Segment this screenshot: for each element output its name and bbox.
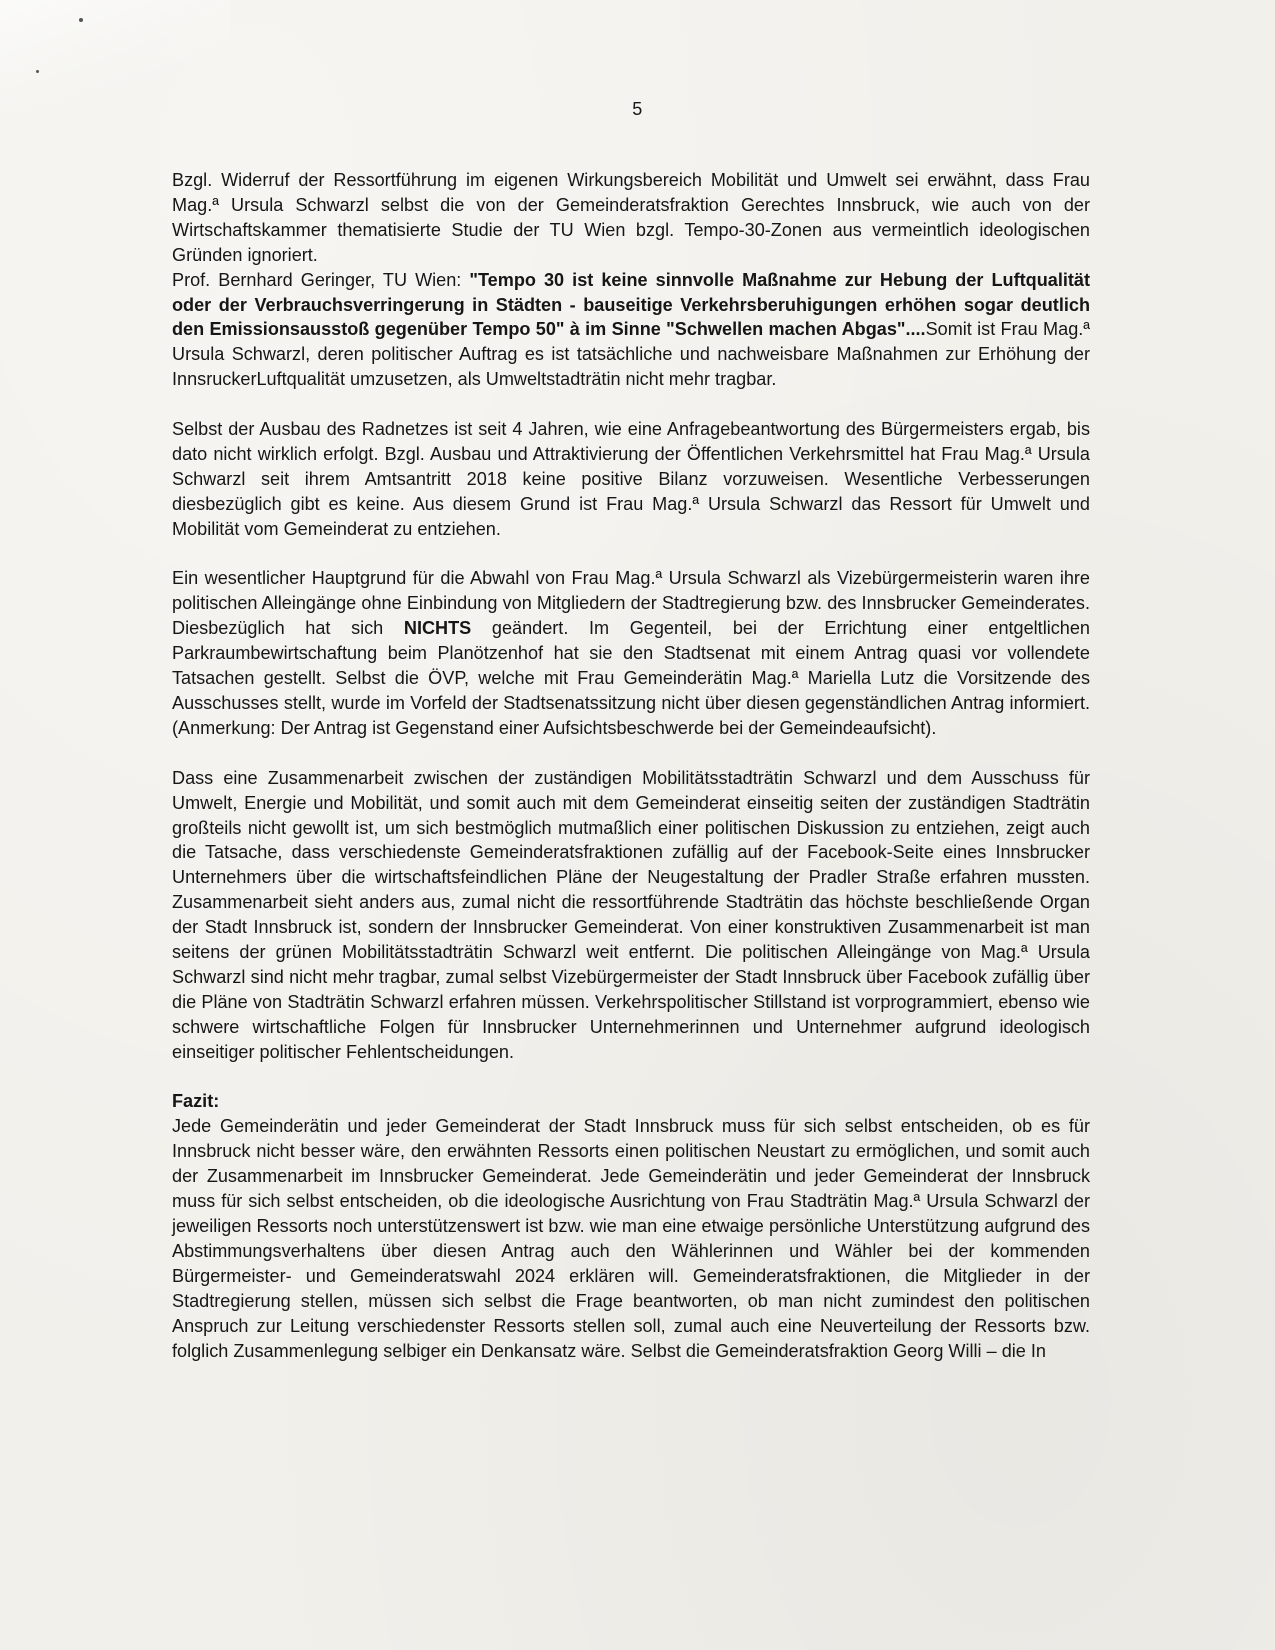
- quote-attribution: Prof. Bernhard Geringer, TU Wien:: [172, 269, 470, 290]
- paragraph-geringer-quote: [172, 268, 1090, 393]
- paragraph-abwahl-part1: Ein wesentlicher Hauptgrund für die Abwahl von Frau Mag.ª Ursula Schwarzl als Vizebürgermeisterin waren ihre politischen Alleingänge ohne Einbindung von Mitgliedern der Stadtregierung bzw. des Innsbrucker Gemeinderates. Diesbezüglich hat sich: [172, 568, 1090, 639]
- quote-conclusion: Somit ist Frau Mag.ª Ursula Schwarzl, deren politischer Auftrag es ist tatsächliche und nachweisbare Maßnahmen zur Erhöhung der InnsruckerLuftqualität umzusetzen, als Umweltstadträtin nicht mehr tragbar.: [172, 319, 1090, 390]
- page-number: 5: [632, 99, 643, 119]
- quote-text: "Tempo 30 ist keine sinnvolle Maßnahme zur Hebung der Luftqualität oder der Verbrauchsverringerung in Städten - bauseitige Verkehrsberuhigungen erhöhen sogar deutlich den Emissionsausstoß gegenüber Tempo 50" à im Sinne "Schwellen machen Abgas"....: [172, 269, 1090, 340]
- paragraph-radnetz: Selbst der Ausbau des Radnetzes ist seit 4 Jahren, wie eine Anfragebeantwortung des Bürgermeisters ergab, bis dato nicht wirklich erfolgt. Bzgl. Ausbau und Attraktivierung der Öffentlichen Verkehrsmittel hat Frau Mag.ª Ursula Schwarzl seit ihrem Amtsantritt 2018 keine positive Bilanz vorzuweisen. Wesentliche Verbesserungen diesbezüglich gibt es keine. Aus diesem Grund ist Frau Mag.ª Ursula Schwarzl das Ressort für Umwelt und Mobilität vom Gemeinderat zu entziehen.: [172, 419, 1090, 539]
- paragraph-abwahl: [172, 566, 1090, 740]
- scan-speck: [79, 18, 83, 22]
- paragraph-fazit: Jede Gemeinderätin und jeder Gemeinderat der Stadt Innsbruck muss für sich selbst entscheiden, ob es für Innsbruck nicht besser wäre, den erwähnten Ressorts einen politischen Neustart zu ermöglichen, und somit auch der Zusammenarbeit im Innsbrucker Gemeinderat. Jede Gemeinderätin und jeder Gemeinderat der Innsbruck muss für sich selbst entscheiden, ob die ideologische Ausrichtung von Frau Stadträtin Mag.ª Ursula Schwarzl der jeweiligen Ressorts noch unterstützenswert ist bzw. wie man eine etwaige persönliche Unterstützung aufgrund des Abstimmungsverhaltens über diesen Antrag auch den Wählerinnen und Wähler bei der kommenden Bürgermeister- und Gemeinderatswahl 2024 erklären will. Gemeinderatsfraktionen, die Mitglieder in der Stadtregierung stellen, müssen sich selbst die Frage beantworten, ob man nicht zumindest den politischen Anspruch zur Leitung verschiedenster Ressorts stellen soll, zumal auch eine Neuverteilung der Ressorts bzw. folglich Zusammenlegung selbiger ein Denkansatz wäre. Selbst die Gemeinderatsfraktion Georg Willi – die In: [172, 1116, 1090, 1361]
- emphasis-nichts: NICHTS: [403, 618, 472, 639]
- heading-fazit: Fazit:: [172, 1091, 220, 1112]
- document-body: [172, 168, 1090, 1363]
- paragraph-abwahl-part2: geändert. Im Gegenteil, bei der Errichtung einer entgeltlichen Parkraumbewirtschaftung beim Planötzenhof hat sie den Stadtsenat mit einem Antrag quasi vor vollendete Tatsachen gestellt. Selbst die ÖVP, welche mit Frau Gemeinderätin Mag.ª Mariella Lutz die Vorsitzende des Ausschusses stellt, wurde im Vorfeld der Stadtsenatssitzung nicht über diesen gegenständlichen Antrag informiert. (Anmerkung: Der Antrag ist Gegenstand einer Aufsichtsbeschwerde bei der Gemeindeaufsicht).: [172, 618, 1090, 738]
- paragraph-zusammenarbeit: Dass eine Zusammenarbeit zwischen der zuständigen Mobilitätsstadträtin Schwarzl und dem Ausschuss für Umwelt, Energie und Mobilität, und somit auch mit dem Gemeinderat einseitig seiten der zuständigen Stadträtin großteils nicht gewollt ist, um sich bestmöglich mutmaßlich einer politischen Diskussion zu entziehen, zeigt auch die Tatsache, dass verschiedenste Gemeinderatsfraktionen zufällig auf der Facebook-Seite eines Innsbrucker Unternehmers über die wirtschaftsfeindlichen Pläne der Neugestaltung der Pradler Straße erfahren mussten. Zusammenarbeit sieht anders aus, zumal nicht die ressortführende Stadträtin das höchste beschließende Organ der Stadt Innsbruck ist, sondern der Innsbrucker Gemeinderat. Von einer konstruktiven Zusammenarbeit ist man seitens der grünen Mobilitätsstadträtin Schwarzl weit entfernt. Die politischen Alleingänge von Mag.ª Ursula Schwarzl sind nicht mehr tragbar, zumal selbst Vizebürgermeister der Stadt Innsbruck über Facebook zufällig über die Pläne von Stadträtin Schwarzl erfahren müssen. Verkehrspolitischer Stillstand ist vorprogrammiert, ebenso wie schwere wirtschaftliche Folgen für Innsbrucker Unternehmerinnen und Unternehmer aufgrund ideologisch einseitiger politischer Fehlentscheidungen.: [172, 767, 1090, 1062]
- paragraph-widerruf: Bzgl. Widerruf der Ressortführung im eigenen Wirkungsbereich Mobilität und Umwelt sei erwähnt, dass Frau Mag.ª Ursula Schwarzl selbst die von der Gemeinderatsfraktion Gerechtes Innsbruck, wie auch von der Wirtschaftskammer thematisierte Studie der TU Wien bzgl. Tempo-30-Zonen aus vermeintlich ideologischen Gründen ignoriert.: [172, 170, 1090, 265]
- scan-speck: [36, 70, 39, 73]
